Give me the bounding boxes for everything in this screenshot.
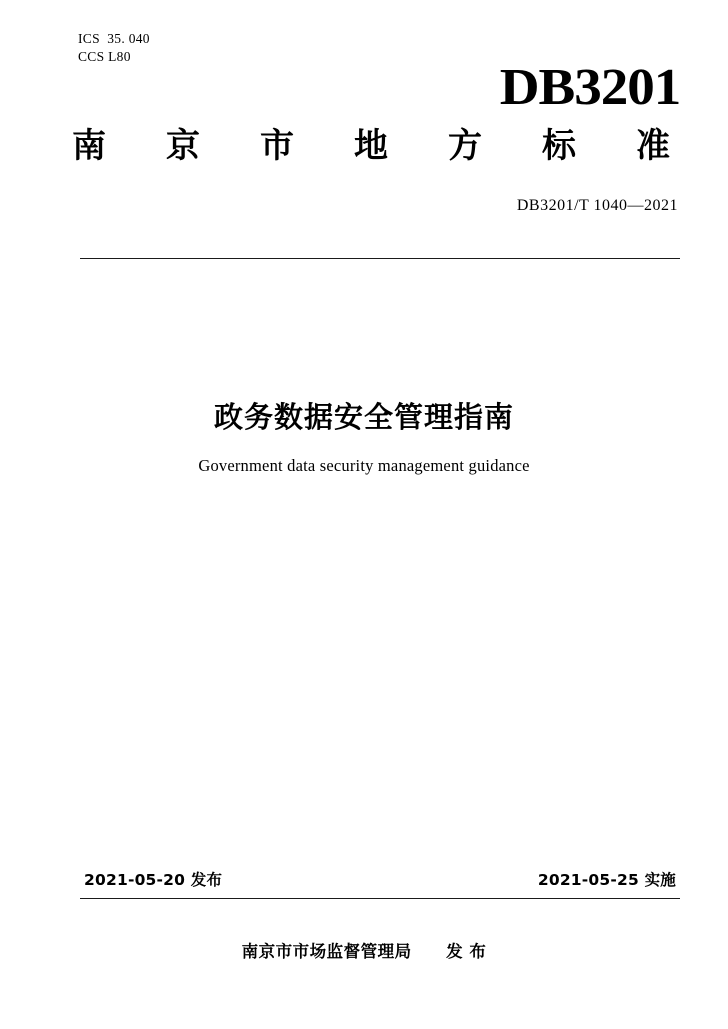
standard-title-char-6: 标 — [542, 126, 576, 166]
publisher-row — [0, 938, 728, 962]
divider-bottom — [80, 898, 680, 899]
standard-title-char-4: 地 — [354, 126, 388, 166]
standard-number: DB3201 — [499, 59, 680, 116]
standard-title-char-1: 南 — [72, 126, 106, 166]
standard-title-row — [72, 128, 670, 165]
standard-title-char-7: 准 — [636, 126, 670, 166]
standard-title-char-3: 市 — [260, 126, 294, 166]
publisher-name: 南京市市场监督管理局 — [241, 942, 412, 961]
date-row — [84, 868, 676, 890]
ics-code: ICS 35. 040 — [78, 31, 150, 46]
standard-title-char-5: 方 — [448, 126, 482, 166]
classification-codes — [78, 30, 150, 66]
standard-designation: DB3201/T 1040—2021 — [516, 197, 678, 214]
document-title-chinese: 政务数据安全管理指南 — [213, 400, 514, 434]
standard-title-char-2: 京 — [166, 126, 200, 166]
effective-date: 2021-05-25 实施 — [537, 871, 676, 889]
issue-date: 2021-05-20 发布 — [84, 871, 223, 889]
ccs-code: CCS L80 — [78, 49, 131, 64]
divider-top — [80, 258, 680, 259]
publisher-action: 发 布 — [446, 942, 487, 961]
document-title-english: Government data security management guidance — [198, 456, 530, 475]
